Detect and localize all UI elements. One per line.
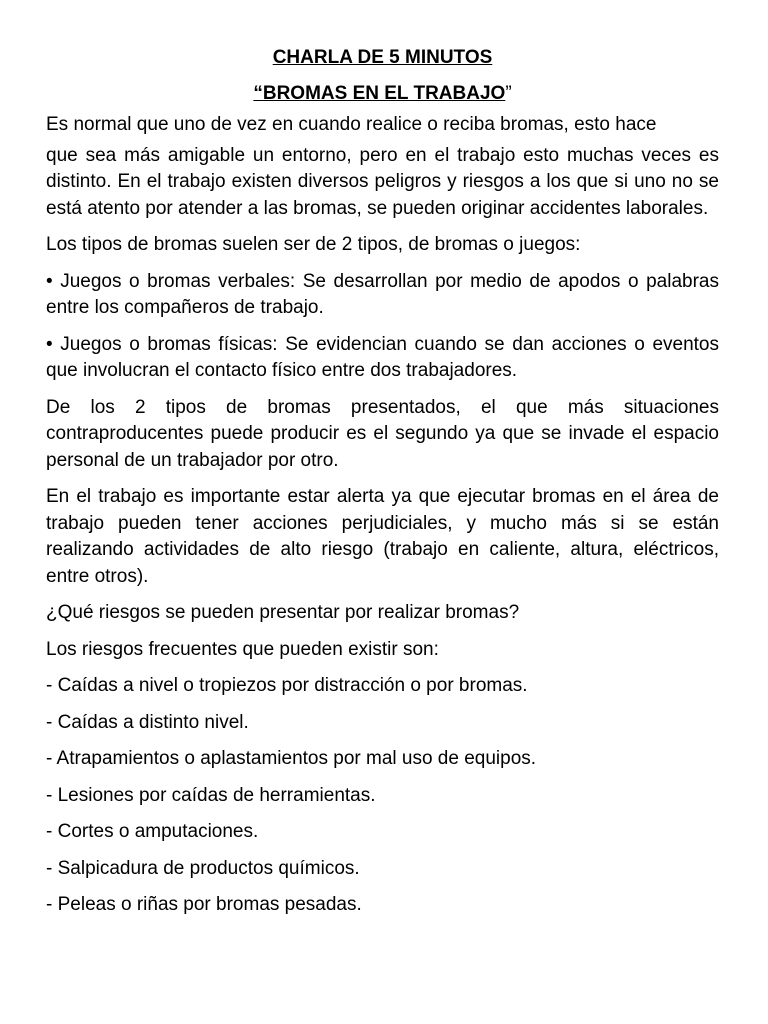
intro-paragraph: que sea más amigable un entorno, pero en el trabajo esto muchas veces es distinto. En el trabajo existen diversos peligros y riesgos a los que si uno no se está atento por atender a las bromas, se pueden originar accidentes laborales.: [46, 144, 719, 219]
subtitle-open-quote: “: [253, 83, 263, 104]
risks-list: [46, 673, 719, 919]
list-item: - Atrapamientos o aplastamientos por mal uso de equipos.: [46, 748, 537, 769]
list-item: - Salpicadura de productos químicos.: [46, 857, 360, 879]
question-paragraph: ¿Qué riesgos se pueden presentar por realizar bromas?: [46, 602, 520, 623]
list-item: - Cortes o amputaciones.: [46, 821, 259, 842]
list-item: - Peleas o riñas por bromas pesadas.: [46, 894, 362, 915]
bullet-verbal: • Juegos o bromas verbales: Se desarrollan por medio de apodos o palabras entre los compañeros de trabajo.: [46, 270, 719, 318]
document-page: [46, 44, 719, 919]
intro-first-line: Es normal que uno de vez en cuando realice o reciba bromas, esto hace: [46, 114, 657, 135]
document-subtitle: [46, 80, 719, 108]
subtitle-close-quote: ”: [505, 83, 512, 104]
list-item: - Caídas a distinto nivel.: [46, 711, 249, 733]
types-intro-paragraph: Los tipos de bromas suelen ser de 2 tipos, de bromas o juegos:: [46, 234, 581, 255]
document-title: CHARLA DE 5 MINUTOS: [272, 47, 493, 68]
subtitle-text: BROMAS EN EL TRABAJO: [262, 83, 506, 104]
list-item: - Caídas a nivel o tropiezos por distracción o por bromas.: [46, 675, 528, 696]
alert-paragraph: En el trabajo es importante estar alerta ya que ejecutar bromas en el área de trabajo pueden tener acciones perjudiciales, y mucho más si se están realizando actividades de alto riesgo (trabajo en caliente, altura, eléctricos, entre otros).: [46, 486, 719, 587]
bullet-physical: • Juegos o bromas físicas: Se evidencian cuando se dan acciones o eventos que involucran el contacto físico entre dos trabajadores.: [46, 333, 719, 381]
risks-intro-paragraph: Los riesgos frecuentes que pueden existir son:: [46, 638, 439, 660]
list-item: - Lesiones por caídas de herramientas.: [46, 784, 376, 806]
comparison-paragraph: De los 2 tipos de bromas presentados, el que más situaciones contraproducentes puede producir es el segundo ya que se invade el espacio personal de un trabajador por otro.: [46, 396, 719, 471]
